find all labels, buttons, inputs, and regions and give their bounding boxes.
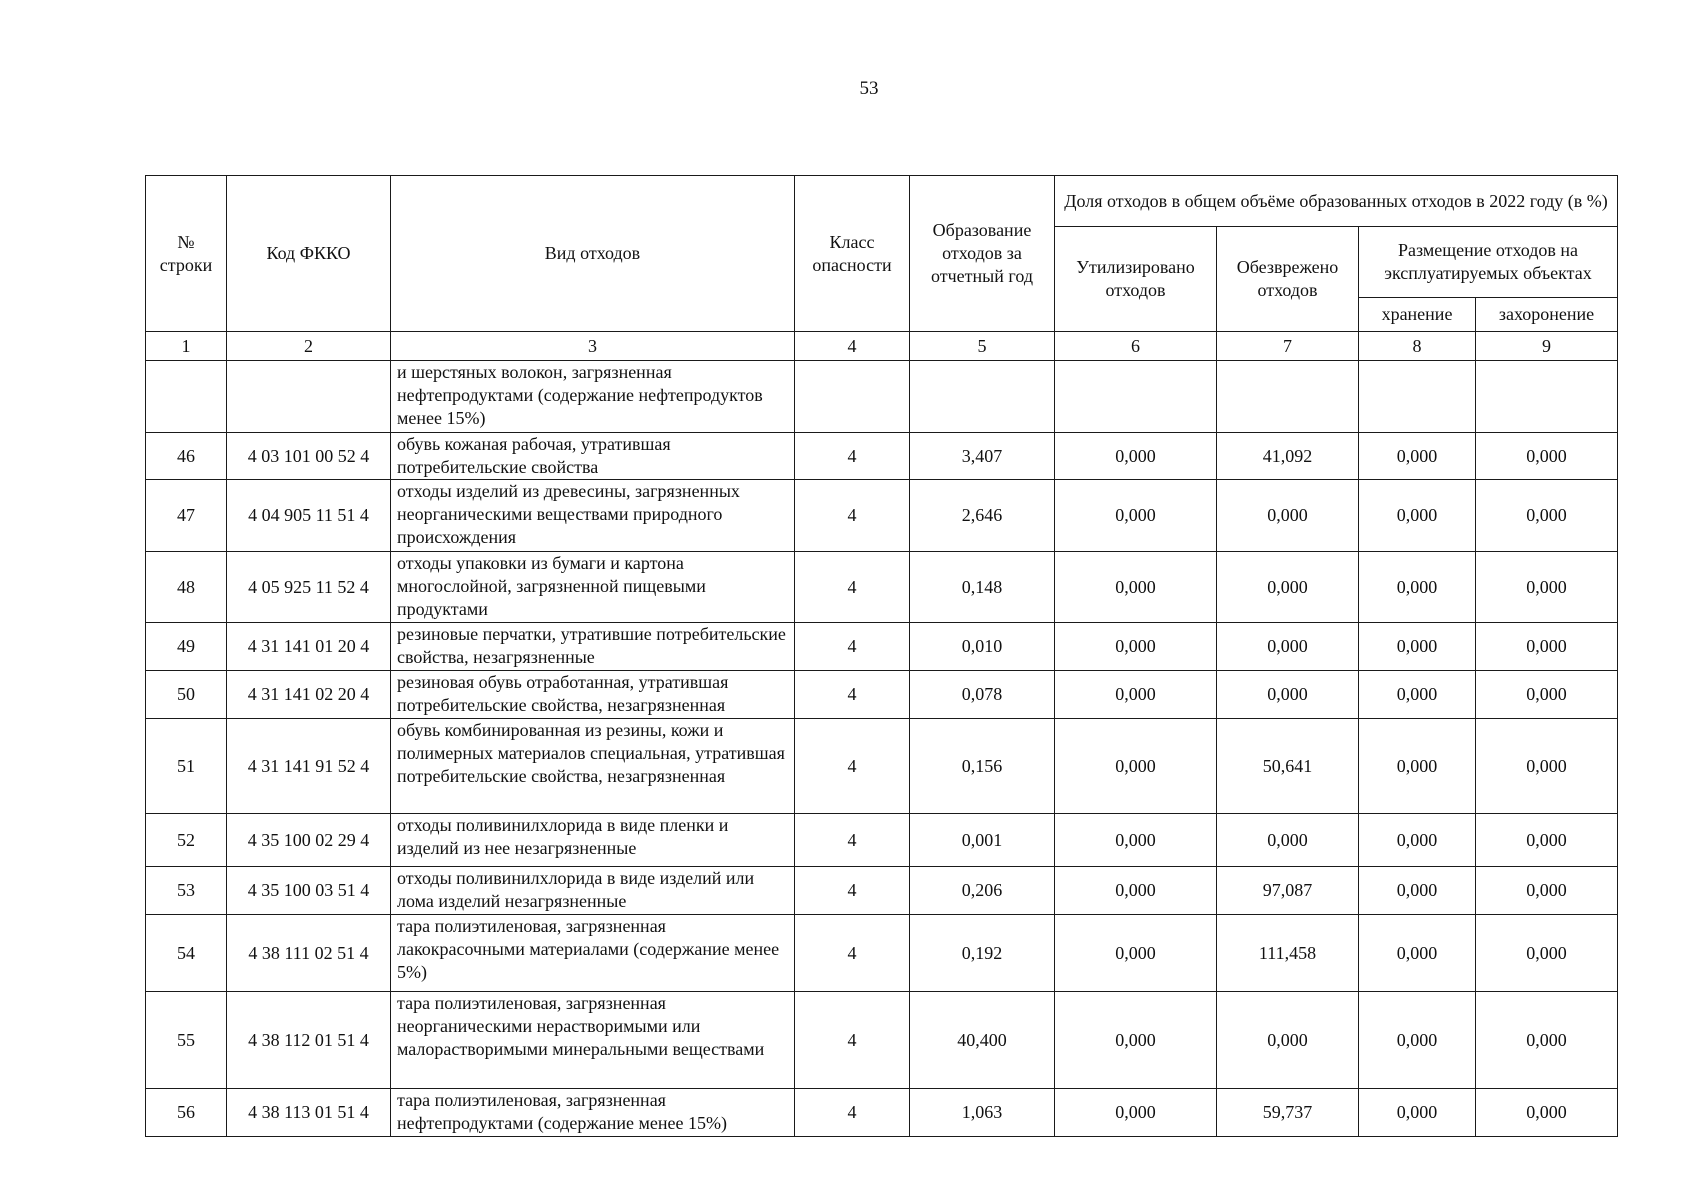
column-number: 9 xyxy=(1476,332,1618,361)
generated-amount: 0,192 xyxy=(910,915,1055,992)
table-row xyxy=(146,719,1618,814)
storage-share: 0,000 xyxy=(1359,1089,1476,1137)
header-burial: захоронение xyxy=(1476,298,1618,332)
header-utilized: Утилизировано отходов xyxy=(1055,227,1217,332)
burial-share: 0,000 xyxy=(1476,1089,1618,1137)
neutralized-share: 41,092 xyxy=(1217,433,1359,480)
row-number: 54 xyxy=(146,915,227,992)
page-number: 53 xyxy=(859,78,879,99)
column-number: 3 xyxy=(391,332,795,361)
waste-type: резиновая обувь отработанная, утратившая потребительские свойства, незагрязненная xyxy=(391,671,795,719)
hazard-class xyxy=(795,361,910,433)
column-number: 8 xyxy=(1359,332,1476,361)
storage-share: 0,000 xyxy=(1359,671,1476,719)
row-number: 50 xyxy=(146,671,227,719)
fkko-code: 4 38 113 01 51 4 xyxy=(227,1089,391,1137)
column-number: 4 xyxy=(795,332,910,361)
hazard-class: 4 xyxy=(795,992,910,1089)
table-row xyxy=(146,992,1618,1089)
burial-share: 0,000 xyxy=(1476,671,1618,719)
utilized-share: 0,000 xyxy=(1055,1089,1217,1137)
generated-amount: 40,400 xyxy=(910,992,1055,1089)
storage-share: 0,000 xyxy=(1359,992,1476,1089)
row-number: 51 xyxy=(146,719,227,814)
utilized-share: 0,000 xyxy=(1055,480,1217,552)
storage-share xyxy=(1359,361,1476,433)
burial-share: 0,000 xyxy=(1476,915,1618,992)
waste-type: резиновые перчатки, утратившие потребительские свойства, незагрязненные xyxy=(391,623,795,671)
generated-amount: 0,148 xyxy=(910,552,1055,623)
generated-amount: 2,646 xyxy=(910,480,1055,552)
neutralized-share: 0,000 xyxy=(1217,814,1359,867)
hazard-class: 4 xyxy=(795,719,910,814)
neutralized-share: 0,000 xyxy=(1217,552,1359,623)
fkko-code: 4 31 141 02 20 4 xyxy=(227,671,391,719)
generated-amount: 0,156 xyxy=(910,719,1055,814)
utilized-share xyxy=(1055,361,1217,433)
generated-amount: 0,078 xyxy=(910,671,1055,719)
waste-type: обувь кожаная рабочая, утратившая потребительские свойства xyxy=(391,433,795,480)
burial-share: 0,000 xyxy=(1476,623,1618,671)
utilized-share: 0,000 xyxy=(1055,915,1217,992)
utilized-share: 0,000 xyxy=(1055,623,1217,671)
storage-share: 0,000 xyxy=(1359,814,1476,867)
header-row-no: № строки xyxy=(146,176,227,332)
generated-amount: 1,063 xyxy=(910,1089,1055,1137)
fkko-code xyxy=(227,361,391,433)
table-row xyxy=(146,480,1618,552)
fkko-code: 4 35 100 03 51 4 xyxy=(227,867,391,915)
storage-share: 0,000 xyxy=(1359,719,1476,814)
hazard-class: 4 xyxy=(795,867,910,915)
neutralized-share: 0,000 xyxy=(1217,671,1359,719)
utilized-share: 0,000 xyxy=(1055,719,1217,814)
neutralized-share: 0,000 xyxy=(1217,992,1359,1089)
neutralized-share: 111,458 xyxy=(1217,915,1359,992)
burial-share: 0,000 xyxy=(1476,814,1618,867)
header-hazard-class: Класс опасности xyxy=(795,176,910,332)
storage-share: 0,000 xyxy=(1359,915,1476,992)
fkko-code: 4 05 925 11 52 4 xyxy=(227,552,391,623)
hazard-class: 4 xyxy=(795,915,910,992)
generated-amount: 0,206 xyxy=(910,867,1055,915)
row-number: 47 xyxy=(146,480,227,552)
waste-type: отходы поливинилхлорида в виде пленки и изделий из нее незагрязненные xyxy=(391,814,795,867)
utilized-share: 0,000 xyxy=(1055,433,1217,480)
waste-type: тара полиэтиленовая, загрязненная неорганическими нерастворимыми или малорастворимыми минеральными веществами xyxy=(391,992,795,1089)
storage-share: 0,000 xyxy=(1359,433,1476,480)
fkko-code: 4 38 112 01 51 4 xyxy=(227,992,391,1089)
column-number: 5 xyxy=(910,332,1055,361)
table-row xyxy=(146,1089,1618,1137)
row-number: 46 xyxy=(146,433,227,480)
table-row xyxy=(146,552,1618,623)
neutralized-share: 50,641 xyxy=(1217,719,1359,814)
storage-share: 0,000 xyxy=(1359,480,1476,552)
hazard-class: 4 xyxy=(795,814,910,867)
header-row xyxy=(146,176,1618,227)
utilized-share: 0,000 xyxy=(1055,671,1217,719)
table-row xyxy=(146,814,1618,867)
table-row xyxy=(146,671,1618,719)
neutralized-share: 59,737 xyxy=(1217,1089,1359,1137)
column-number: 7 xyxy=(1217,332,1359,361)
column-number: 1 xyxy=(146,332,227,361)
generated-amount xyxy=(910,361,1055,433)
table-row xyxy=(146,623,1618,671)
waste-type: отходы поливинилхлорида в виде изделий или лома изделий незагрязненные xyxy=(391,867,795,915)
header-neutralized: Обезврежено отходов xyxy=(1217,227,1359,332)
burial-share: 0,000 xyxy=(1476,867,1618,915)
header-storage: хранение xyxy=(1359,298,1476,332)
utilized-share: 0,000 xyxy=(1055,552,1217,623)
table-row xyxy=(146,361,1618,433)
waste-type: отходы упаковки из бумаги и картона многослойной, загрязненной пищевыми продуктами xyxy=(391,552,795,623)
waste-type: и шерстяных волокон, загрязненная нефтепродуктами (содержание нефтепродуктов менее 15%) xyxy=(391,361,795,433)
hazard-class: 4 xyxy=(795,480,910,552)
table-row xyxy=(146,915,1618,992)
column-number: 6 xyxy=(1055,332,1217,361)
header-placement-group: Размещение отходов на эксплуатируемых объектах xyxy=(1359,227,1618,298)
hazard-class: 4 xyxy=(795,552,910,623)
fkko-code: 4 03 101 00 52 4 xyxy=(227,433,391,480)
generated-amount: 3,407 xyxy=(910,433,1055,480)
utilized-share: 0,000 xyxy=(1055,867,1217,915)
generated-amount: 0,010 xyxy=(910,623,1055,671)
generated-amount: 0,001 xyxy=(910,814,1055,867)
neutralized-share xyxy=(1217,361,1359,433)
fkko-code: 4 38 111 02 51 4 xyxy=(227,915,391,992)
burial-share xyxy=(1476,361,1618,433)
hazard-class: 4 xyxy=(795,623,910,671)
burial-share: 0,000 xyxy=(1476,719,1618,814)
header-fkko-code: Код ФККО xyxy=(227,176,391,332)
row-number: 49 xyxy=(146,623,227,671)
header-generated: Образование отходов за отчетный год xyxy=(910,176,1055,332)
hazard-class: 4 xyxy=(795,1089,910,1137)
storage-share: 0,000 xyxy=(1359,552,1476,623)
fkko-code: 4 31 141 91 52 4 xyxy=(227,719,391,814)
row-number: 53 xyxy=(146,867,227,915)
burial-share: 0,000 xyxy=(1476,433,1618,480)
fkko-code: 4 35 100 02 29 4 xyxy=(227,814,391,867)
waste-type: тара полиэтиленовая, загрязненная лакокрасочными материалами (содержание менее 5%) xyxy=(391,915,795,992)
table-body xyxy=(146,332,1618,1137)
waste-type: тара полиэтиленовая, загрязненная нефтепродуктами (содержание менее 15%) xyxy=(391,1089,795,1137)
column-number: 2 xyxy=(227,332,391,361)
storage-share: 0,000 xyxy=(1359,867,1476,915)
row-number: 55 xyxy=(146,992,227,1089)
neutralized-share: 97,087 xyxy=(1217,867,1359,915)
header-waste-type: Вид отходов xyxy=(391,176,795,332)
waste-type: отходы изделий из древесины, загрязненных неорганическими веществами природного происхождения xyxy=(391,480,795,552)
row-number: 52 xyxy=(146,814,227,867)
utilized-share: 0,000 xyxy=(1055,814,1217,867)
waste-type: обувь комбинированная из резины, кожи и полимерных материалов специальная, утратившая потребительские свойства, незагрязненная xyxy=(391,719,795,814)
neutralized-share: 0,000 xyxy=(1217,480,1359,552)
waste-table xyxy=(145,175,1618,1137)
utilized-share: 0,000 xyxy=(1055,992,1217,1089)
column-number-row xyxy=(146,332,1618,361)
burial-share: 0,000 xyxy=(1476,480,1618,552)
burial-share: 0,000 xyxy=(1476,552,1618,623)
neutralized-share: 0,000 xyxy=(1217,623,1359,671)
hazard-class: 4 xyxy=(795,433,910,480)
table-row xyxy=(146,867,1618,915)
row-number: 56 xyxy=(146,1089,227,1137)
row-number xyxy=(146,361,227,433)
row-number: 48 xyxy=(146,552,227,623)
header-share-group: Доля отходов в общем объёме образованных отходов в 2022 году (в %) xyxy=(1055,176,1618,227)
fkko-code: 4 04 905 11 51 4 xyxy=(227,480,391,552)
burial-share: 0,000 xyxy=(1476,992,1618,1089)
fkko-code: 4 31 141 01 20 4 xyxy=(227,623,391,671)
hazard-class: 4 xyxy=(795,671,910,719)
storage-share: 0,000 xyxy=(1359,623,1476,671)
table-row xyxy=(146,433,1618,480)
